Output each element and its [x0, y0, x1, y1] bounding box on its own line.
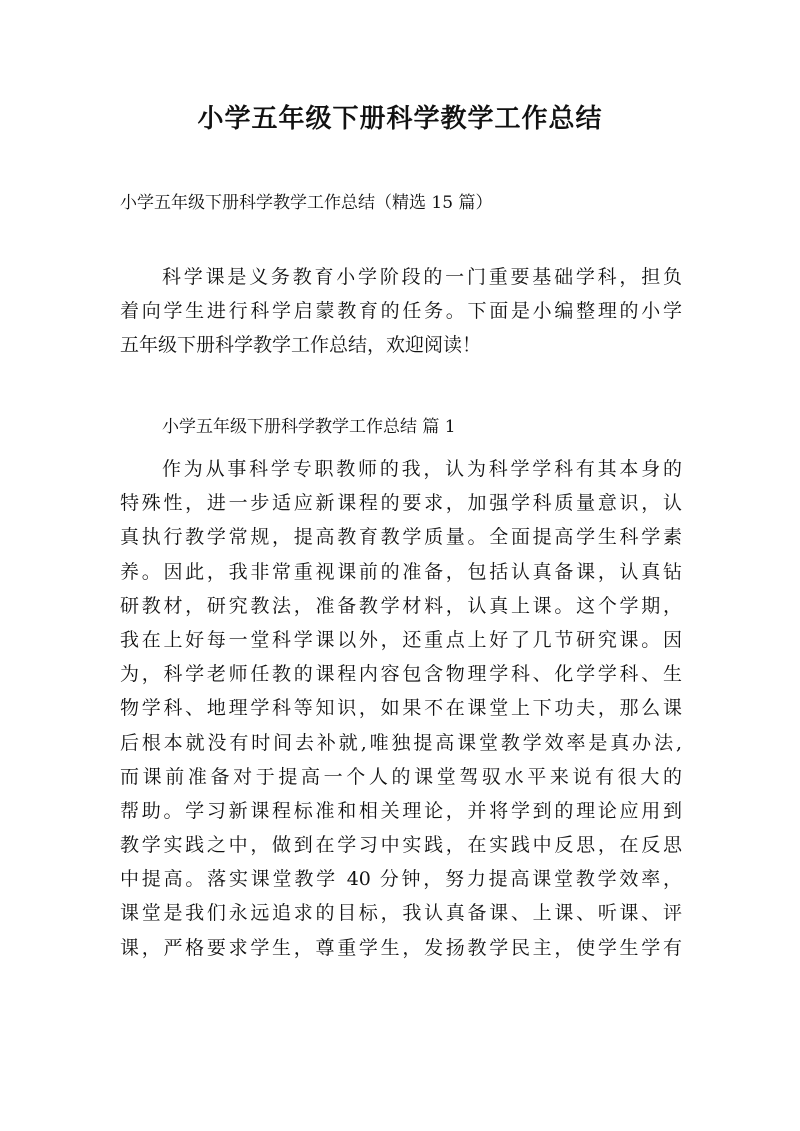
body-line: 中提高。落实课堂教学 40 分钟，努力提高课堂教学效率，	[120, 868, 682, 891]
body-line: 教学实践之中，做到在学习中实践，在实践中反思，在反思	[120, 834, 682, 857]
body-line: 特殊性，进一步适应新课程的要求，加强学科质量意识，认	[120, 492, 682, 515]
intro-line: 着向学生进行科学启蒙教育的任务。下面是小编整理的小学	[120, 300, 682, 323]
body-line: 课堂是我们永远追求的目标，我认真备课、上课、听课、评	[120, 902, 682, 925]
document-subtitle: 小学五年级下册科学教学工作总结（精选 15 篇）	[120, 193, 493, 213]
intro-paragraph	[120, 260, 682, 363]
body-line: 课，严格要求学生，尊重学生，发扬教学民主，使学生学有	[120, 936, 682, 959]
body-line: 而课前准备对于提高一个人的课堂驾驭水平来说有很大的	[120, 765, 682, 788]
body-line: 物学科、地理学科等知识，如果不在课堂上下功夫，那么课	[120, 697, 682, 720]
section-heading: 小学五年级下册科学教学工作总结 篇 1	[162, 417, 456, 437]
document-title: 小学五年级下册科学教学工作总结	[197, 104, 603, 134]
body-line: 后根本就没有时间去补就,唯独提高课堂教学效率是真办法,	[120, 731, 682, 754]
body-line: 真执行教学常规，提高教育教学质量。全面提高学生科学素	[120, 526, 682, 549]
body-line: 为，科学老师任教的课程内容包含物理学科、化学学科、生	[120, 663, 682, 686]
body-line: 我在上好每一堂科学课以外，还重点上好了几节研究课。因	[120, 628, 682, 651]
body-line: 养。因此，我非常重视课前的准备，包括认真备课，认真钻	[120, 560, 682, 583]
intro-line: 五年级下册科学教学工作总结，欢迎阅读！	[120, 334, 482, 357]
body-paragraph	[120, 452, 682, 965]
intro-line: 科学课是义务教育小学阶段的一门重要基础学科，担负	[162, 266, 682, 288]
body-line: 研教材，研究教法，准备教学材料，认真上课。这个学期，	[120, 594, 682, 617]
body-line: 作为从事科学专职教师的我，认为科学学科有其本身的	[162, 458, 682, 480]
body-line: 帮助。学习新课程标准和相关理论，并将学到的理论应用到	[120, 799, 682, 822]
